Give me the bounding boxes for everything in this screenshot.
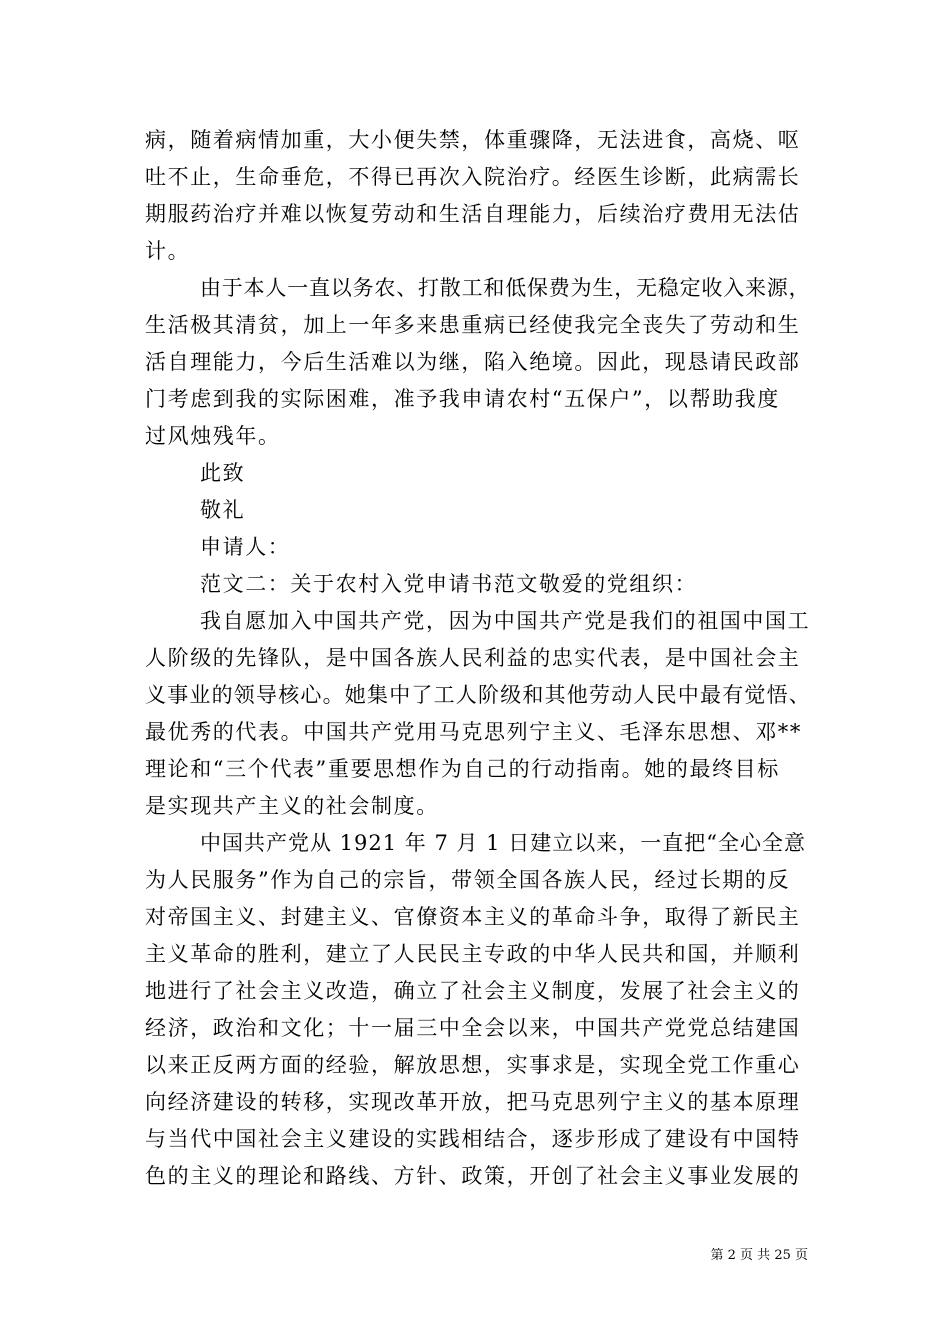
closing-regards: 敬礼 bbox=[200, 498, 246, 522]
body-line: 色的主义的理论和路线、方针、政策，开创了社会主义事业发展的 bbox=[145, 1164, 801, 1188]
paragraph-first-line: 我自愿加入中国共产党，因为中国共产党是我们的祖国中国工 bbox=[200, 609, 811, 633]
body-line: 最优秀的代表。中国共产党用马克思列宁主义、毛泽东思想、邓** bbox=[145, 720, 802, 744]
page-number: 第 2 页 共 25 页 bbox=[710, 1248, 808, 1263]
body-line: 活自理能力，今后生活难以为继，陷入绝境。因此，现恳请民政部 bbox=[145, 350, 801, 374]
applicant-signature-label: 申请人： bbox=[200, 535, 291, 559]
body-line: 地进行了社会主义改造，确立了社会主义制度，发展了社会主义的 bbox=[145, 979, 801, 1003]
closing-salutation: 此致 bbox=[200, 461, 246, 485]
body-line: 对帝国主义、封建主义、官僚资本主义的革命斗争，取得了新民主 bbox=[145, 905, 801, 929]
body-line: 理论和“三个代表”重要思想作为自己的行动指南。她的最终目标 bbox=[145, 757, 780, 781]
body-line: 过风烛残年。 bbox=[145, 424, 281, 448]
body-line: 病，随着病情加重，大小便失禁，体重骤降，无法进食，高烧、呕 bbox=[145, 128, 801, 152]
body-line: 以来正反两方面的经验，解放思想，实事求是，实现全党工作重心 bbox=[145, 1053, 801, 1077]
body-line: 义事业的领导核心。她集中了工人阶级和其他劳动人民中最有觉悟、 bbox=[145, 683, 811, 707]
body-line: 主义革命的胜利，建立了人民民主专政的中华人民共和国，并顺利 bbox=[145, 942, 801, 966]
paragraph-first-line: 由于本人一直以务农、打散工和低保费为生，无稳定收入来源， bbox=[200, 276, 811, 300]
body-line: 期服药治疗并难以恢复劳动和生活自理能力，后续治疗费用无法估 bbox=[145, 202, 801, 226]
paragraph-first-line: 中国共产党从 1921 年 7 月 1 日建立以来，一直把“全心全意 bbox=[200, 831, 806, 855]
body-line: 是实现共产主义的社会制度。 bbox=[145, 794, 439, 818]
body-line: 人阶级的先锋队，是中国各族人民利益的忠实代表，是中国社会主 bbox=[145, 646, 801, 670]
body-line: 为人民服务”作为自己的宗旨，带领全国各族人民，经过长期的反 bbox=[145, 868, 791, 892]
body-line: 计。 bbox=[145, 239, 191, 263]
body-line: 门考虑到我的实际困难，准予我申请农村“五保户”，以帮助我度 bbox=[145, 387, 780, 411]
body-line: 生活极其清贫，加上一年多来患重病已经使我完全丧失了劳动和生 bbox=[145, 313, 801, 337]
body-line: 与当代中国社会主义建设的实践相结合，逐步形成了建设有中国特 bbox=[145, 1127, 801, 1151]
body-line: 经济，政治和文化；十一届三中全会以来，中国共产党党总结建国 bbox=[145, 1016, 801, 1040]
section-heading: 范文二：关于农村入党申请书范文敬爱的党组织： bbox=[200, 572, 698, 596]
body-line: 吐不止，生命垂危，不得已再次入院治疗。经医生诊断，此病需长 bbox=[145, 165, 801, 189]
body-line: 向经济建设的转移，实现改革开放，把马克思列宁主义的基本原理 bbox=[145, 1090, 801, 1114]
